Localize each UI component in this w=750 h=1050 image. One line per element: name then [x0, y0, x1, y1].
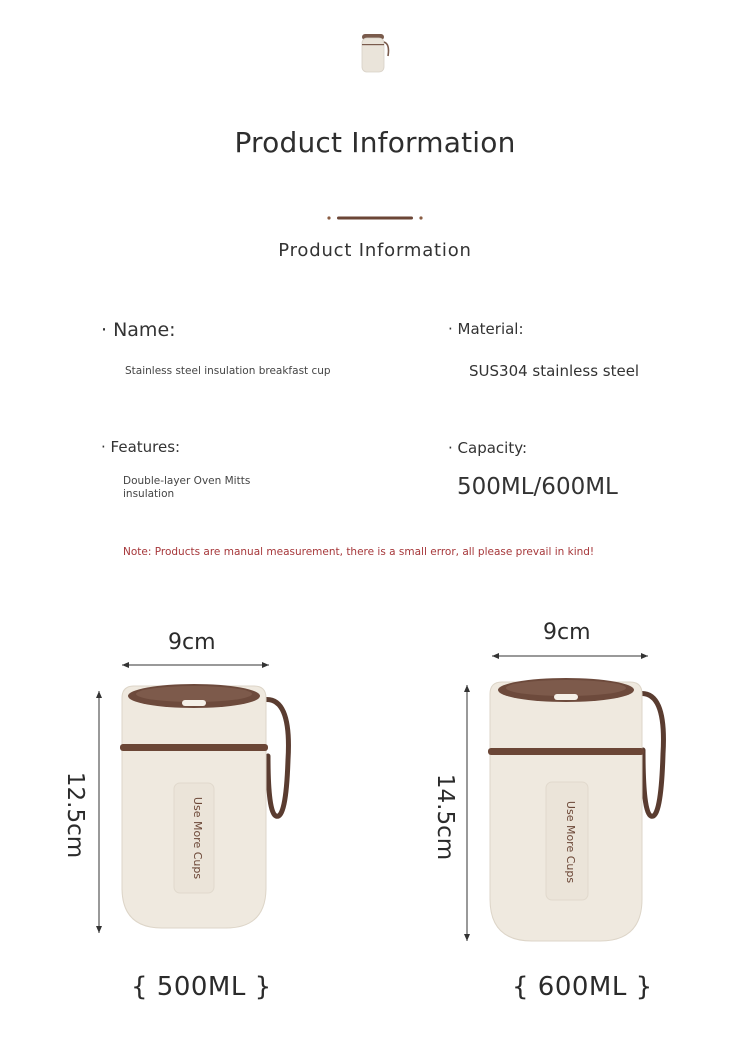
product-1-height-label: 12.5cm [61, 771, 88, 859]
product-1-capacity-label: { 500ML } [131, 972, 272, 1002]
product-2-cup-image [482, 672, 677, 947]
product-1-width-arrow [118, 658, 273, 672]
product-1-cup-text: Use More Cups [191, 796, 204, 880]
product-2-width-label: 9cm [543, 620, 591, 645]
product-2-width-arrow [488, 649, 652, 663]
capacity-label: · Capacity: [448, 439, 528, 457]
product-2-capacity-label: { 600ML } [512, 972, 653, 1002]
features-label: · Features: [101, 438, 181, 456]
features-value-line1: Double-layer Oven Mitts [123, 475, 251, 487]
product-2-height-label: 14.5cm [431, 773, 458, 861]
measurement-note: Note: Products are manual measurement, there is a small error, all please prevail in kind! [123, 546, 595, 558]
section-subtitle: Product Information [278, 240, 472, 261]
material-label: · Material: [448, 320, 524, 338]
features-value-line2: insulation [123, 488, 175, 500]
page-title: Product Information [234, 126, 516, 159]
name-value: Stainless steel insulation breakfast cup [125, 365, 331, 377]
product-thumbnail-icon [357, 30, 393, 76]
material-value: SUS304 stainless steel [469, 362, 640, 380]
product-1-width-label: 9cm [168, 630, 216, 655]
capacity-value: 500ML/600ML [457, 474, 618, 500]
name-label: · Name: [101, 319, 176, 341]
title-divider-ornament [325, 214, 425, 222]
product-2-cup-text: Use More Cups [564, 800, 577, 884]
features-value [123, 475, 250, 501]
product-1-cup-image [112, 678, 302, 938]
